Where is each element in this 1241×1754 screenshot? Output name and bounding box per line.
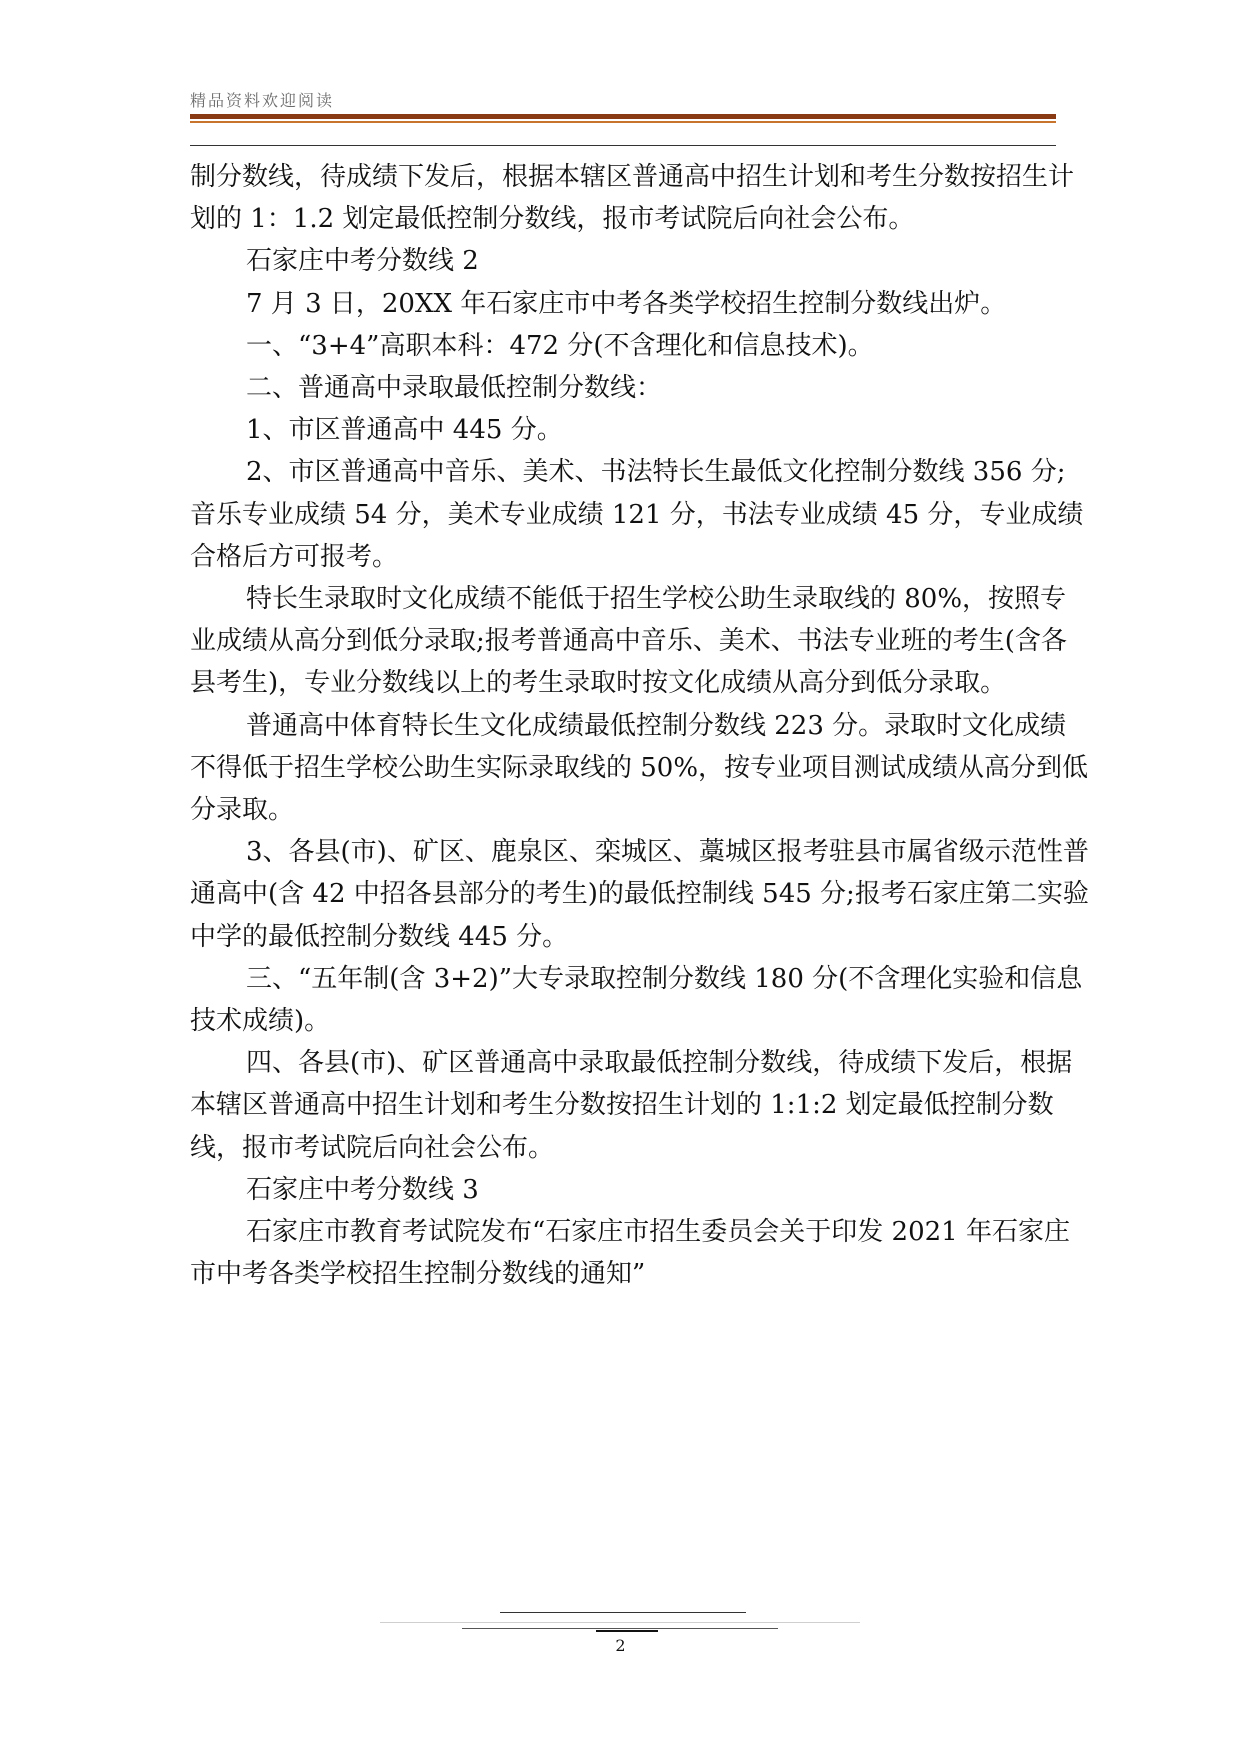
header-title: 精品资料欢迎阅读 [190,91,335,110]
footer-rule [462,1628,778,1629]
document-body [190,156,1090,1295]
footer-rule [380,1622,860,1623]
paragraph: 制分数线，待成绩下发后，根据本辖区普通高中招生计划和考生分数按招生计划的 1：1.2 划定最低控制分数线，报市考试院后向社会公布。 [190,162,1075,235]
header-rule-thick [190,114,1056,119]
paragraph: 3、各县(市)、矿区、鹿泉区、栾城区、藁城区报考驻县市属省级示范性普通高中(含 42 中招各县部分的考生)的最低控制线 545 分;报考石家庄第二实验中学的最低控制分数线 445 分。 [190,837,1089,952]
header-rule-accent [190,121,1056,123]
paragraph: 二、普通高中录取最低控制分数线： [246,373,663,404]
header-rule-thin [190,145,1056,146]
paragraph: 7 月 3 日，20XX 年石家庄市中考各类学校招生控制分数线出炉。 [246,288,1007,319]
paragraph: 2、市区普通高中音乐、美术、书法特长生最低文化控制分数线 356 分;音乐专业成绩 54 分，美术专业成绩 121 分，书法专业成绩 45 分，专业成绩合格后方可报考。 [190,457,1084,572]
footer-rule [500,1612,746,1613]
section-heading: 石家庄中考分数线 2 [246,246,479,277]
paragraph: 四、各县(市)、矿区普通高中录取最低控制分数线，待成绩下发后，根据本辖区普通高中招生计划和考生分数按招生计划的 1:1:2 划定最低控制分数线，报市考试院后向社会公布。 [190,1048,1073,1163]
section-heading: 石家庄中考分数线 3 [246,1174,479,1205]
paragraph: 三、“五年制(含 3+2)”大专录取控制分数线 180 分(不含理化实验和信息技术成绩)。 [190,963,1083,1037]
page-number: 2 [615,1636,626,1655]
footer-rule [596,1630,658,1632]
paragraph: 特长生录取时文化成绩不能低于招生学校公助生录取线的 80%，按照专业成绩从高分到低分录取;报考普通高中音乐、美术、书法专业班的考生(含各县考生)，专业分数线以上的考生录取时按文化成绩从高分到低分录取。 [190,584,1067,699]
paragraph: 1、市区普通高中 445 分。 [246,415,563,446]
paragraph: 一、“3+4”高职本科：472 分(不含理化和信息技术)。 [246,330,874,361]
paragraph: 石家庄市教育考试院发布“石家庄市招生委员会关于印发 2021 年石家庄市中考各类学校招生控制分数线的通知” [190,1217,1070,1290]
paragraph: 普通高中体育特长生文化成绩最低控制分数线 223 分。录取时文化成绩不得低于招生学校公助生实际录取线的 50%，按专业项目测试成绩从高分到低分录取。 [190,710,1089,826]
